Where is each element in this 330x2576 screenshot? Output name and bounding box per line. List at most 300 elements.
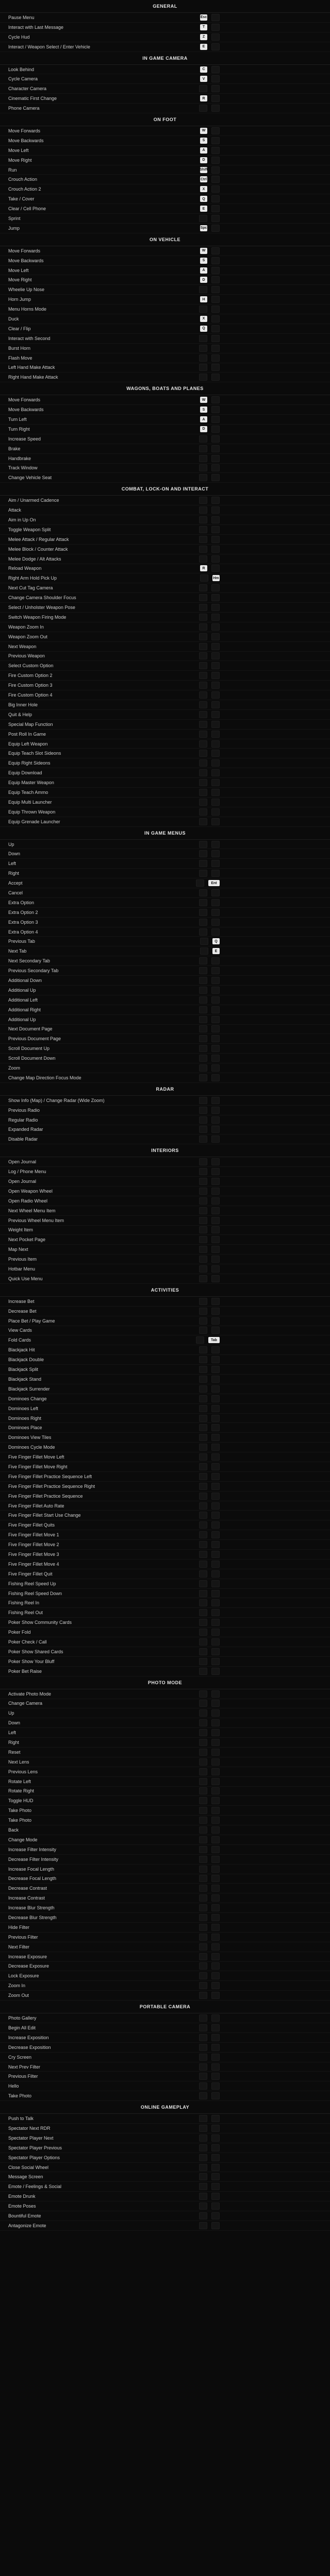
primary-key-slot[interactable] xyxy=(199,1045,207,1052)
primary-key-slot[interactable] xyxy=(199,555,207,563)
secondary-key-slot[interactable] xyxy=(211,1256,220,1263)
secondary-key-slot[interactable] xyxy=(211,1885,220,1892)
secondary-key-slot[interactable] xyxy=(211,546,220,553)
primary-key-slot[interactable] xyxy=(199,584,207,591)
primary-key-slot[interactable]: S xyxy=(200,258,207,264)
primary-key-slot[interactable] xyxy=(199,2115,207,2122)
primary-key-slot[interactable] xyxy=(196,1336,204,1344)
primary-key-slot[interactable] xyxy=(199,750,207,757)
secondary-key-slot[interactable] xyxy=(211,1356,220,1363)
primary-key-slot[interactable] xyxy=(199,860,207,867)
primary-key-slot[interactable] xyxy=(199,546,207,553)
secondary-key-slot[interactable] xyxy=(211,1197,220,1205)
primary-key-slot[interactable] xyxy=(199,1629,207,1636)
primary-key-slot[interactable] xyxy=(199,2144,207,2151)
secondary-key-slot[interactable] xyxy=(211,267,220,274)
primary-key-slot[interactable] xyxy=(199,1826,207,1834)
secondary-key-slot[interactable] xyxy=(211,2034,220,2041)
primary-key-slot[interactable] xyxy=(199,841,207,848)
secondary-key-slot[interactable] xyxy=(211,1493,220,1500)
secondary-key-slot[interactable] xyxy=(211,1006,220,1013)
primary-key-slot[interactable] xyxy=(199,1690,207,1698)
secondary-key-slot[interactable] xyxy=(211,1953,220,1960)
primary-key-slot[interactable] xyxy=(199,1236,207,1243)
primary-key-slot[interactable] xyxy=(199,1836,207,1843)
secondary-key-slot[interactable] xyxy=(211,672,220,679)
secondary-key-slot[interactable] xyxy=(211,296,220,303)
secondary-key-slot[interactable] xyxy=(211,1207,220,1214)
primary-key-slot[interactable] xyxy=(199,1107,207,1114)
primary-key-slot[interactable] xyxy=(199,779,207,786)
primary-key-slot[interactable] xyxy=(199,633,207,640)
secondary-key-slot[interactable] xyxy=(211,335,220,342)
primary-key-slot[interactable] xyxy=(199,1817,207,1824)
secondary-key-slot[interactable] xyxy=(211,536,220,543)
primary-key-slot[interactable] xyxy=(199,2125,207,2132)
secondary-key-slot[interactable] xyxy=(211,1275,220,1282)
secondary-key-slot[interactable] xyxy=(211,1658,220,1665)
primary-key-slot[interactable] xyxy=(199,345,207,352)
secondary-key-slot[interactable] xyxy=(211,1366,220,1373)
secondary-key-slot[interactable] xyxy=(211,1055,220,1062)
secondary-key-slot[interactable] xyxy=(211,750,220,757)
secondary-key-slot[interactable] xyxy=(211,1934,220,1941)
primary-key-slot[interactable]: S xyxy=(200,138,207,144)
primary-key-slot[interactable] xyxy=(199,1904,207,1911)
secondary-key-slot[interactable] xyxy=(211,1376,220,1383)
primary-key-slot[interactable] xyxy=(199,996,207,1004)
secondary-key-slot[interactable] xyxy=(211,1875,220,1882)
primary-key-slot[interactable] xyxy=(199,1580,207,1587)
primary-key-slot[interactable]: Z xyxy=(200,34,207,40)
primary-key-slot[interactable] xyxy=(199,1415,207,1422)
secondary-key-slot[interactable] xyxy=(211,1025,220,1032)
primary-key-slot[interactable] xyxy=(199,2034,207,2041)
secondary-key-slot[interactable] xyxy=(211,215,220,222)
secondary-key-slot[interactable] xyxy=(211,691,220,699)
primary-key-slot[interactable] xyxy=(199,1787,207,1794)
secondary-key-slot[interactable] xyxy=(211,1982,220,1989)
primary-key-slot[interactable] xyxy=(199,506,207,514)
secondary-key-slot[interactable] xyxy=(211,1158,220,1165)
secondary-key-slot[interactable] xyxy=(211,396,220,403)
secondary-key-slot[interactable] xyxy=(211,604,220,611)
primary-key-slot[interactable] xyxy=(199,1797,207,1804)
secondary-key-slot[interactable] xyxy=(211,2014,220,2022)
secondary-key-slot[interactable] xyxy=(211,789,220,796)
primary-key-slot[interactable] xyxy=(199,1953,207,1960)
secondary-key-slot[interactable] xyxy=(211,1346,220,1353)
primary-key-slot[interactable] xyxy=(199,1972,207,1979)
primary-key-slot[interactable] xyxy=(199,1570,207,1578)
primary-key-slot[interactable] xyxy=(199,1035,207,1042)
secondary-key-slot[interactable] xyxy=(211,928,220,936)
secondary-key-slot[interactable] xyxy=(211,1700,220,1707)
secondary-key-slot[interactable]: Hm xyxy=(212,575,220,581)
secondary-key-slot[interactable] xyxy=(211,2183,220,2190)
primary-key-slot[interactable] xyxy=(199,1074,207,1081)
secondary-key-slot[interactable] xyxy=(211,497,220,504)
secondary-key-slot[interactable] xyxy=(211,1580,220,1587)
primary-key-slot[interactable] xyxy=(199,1473,207,1480)
secondary-key-slot[interactable] xyxy=(211,137,220,144)
primary-key-slot[interactable] xyxy=(199,1709,207,1717)
secondary-key-slot[interactable] xyxy=(211,1415,220,1422)
secondary-key-slot[interactable] xyxy=(211,594,220,601)
secondary-key-slot[interactable] xyxy=(211,1719,220,1726)
secondary-key-slot[interactable] xyxy=(211,1064,220,1072)
primary-key-slot[interactable] xyxy=(199,1385,207,1393)
primary-key-slot[interactable] xyxy=(199,1055,207,1062)
primary-key-slot[interactable] xyxy=(199,740,207,748)
secondary-key-slot[interactable] xyxy=(211,24,220,31)
primary-key-slot[interactable]: T xyxy=(200,24,207,30)
primary-key-slot[interactable] xyxy=(199,2212,207,2219)
primary-key-slot[interactable] xyxy=(199,928,207,936)
secondary-key-slot[interactable] xyxy=(211,1317,220,1325)
secondary-key-slot[interactable] xyxy=(211,1502,220,1510)
secondary-key-slot[interactable] xyxy=(211,1531,220,1538)
primary-key-slot[interactable] xyxy=(199,1648,207,1655)
secondary-key-slot[interactable] xyxy=(211,416,220,423)
secondary-key-slot[interactable] xyxy=(211,1629,220,1636)
primary-key-slot[interactable] xyxy=(199,2082,207,2090)
secondary-key-slot[interactable] xyxy=(211,1856,220,1863)
primary-key-slot[interactable] xyxy=(199,731,207,738)
primary-key-slot[interactable]: X xyxy=(200,316,207,322)
primary-key-slot[interactable] xyxy=(199,2054,207,2061)
secondary-key-slot[interactable] xyxy=(211,2063,220,2071)
primary-key-slot[interactable]: W xyxy=(200,248,207,254)
primary-key-slot[interactable] xyxy=(199,1914,207,1921)
primary-key-slot[interactable] xyxy=(199,105,207,112)
secondary-key-slot[interactable] xyxy=(211,1638,220,1646)
secondary-key-slot[interactable] xyxy=(211,996,220,1004)
secondary-key-slot[interactable] xyxy=(211,1395,220,1402)
primary-key-slot[interactable] xyxy=(199,1016,207,1023)
primary-key-slot[interactable]: D xyxy=(200,157,207,163)
secondary-key-slot[interactable]: Tab xyxy=(208,1337,220,1343)
secondary-key-slot[interactable] xyxy=(211,701,220,708)
secondary-key-slot[interactable] xyxy=(211,315,220,323)
primary-key-slot[interactable] xyxy=(196,879,204,887)
primary-key-slot[interactable] xyxy=(199,1136,207,1143)
primary-key-slot[interactable] xyxy=(199,672,207,679)
primary-key-slot[interactable] xyxy=(199,2134,207,2142)
secondary-key-slot[interactable] xyxy=(211,1016,220,1023)
primary-key-slot[interactable] xyxy=(199,1894,207,1902)
secondary-key-slot[interactable] xyxy=(211,779,220,786)
primary-key-slot[interactable] xyxy=(199,2014,207,2022)
secondary-key-slot[interactable] xyxy=(211,205,220,212)
secondary-key-slot[interactable] xyxy=(211,799,220,806)
secondary-key-slot[interactable] xyxy=(211,919,220,926)
primary-key-slot[interactable] xyxy=(199,1846,207,1853)
primary-key-slot[interactable] xyxy=(199,1126,207,1133)
secondary-key-slot[interactable] xyxy=(211,1729,220,1736)
primary-key-slot[interactable] xyxy=(199,899,207,906)
secondary-key-slot[interactable] xyxy=(211,909,220,916)
primary-key-slot[interactable] xyxy=(199,374,207,381)
primary-key-slot[interactable] xyxy=(199,1453,207,1461)
secondary-key-slot[interactable] xyxy=(211,225,220,232)
primary-key-slot[interactable] xyxy=(199,1599,207,1606)
secondary-key-slot[interactable] xyxy=(211,2212,220,2219)
primary-key-slot[interactable] xyxy=(199,614,207,621)
secondary-key-slot[interactable] xyxy=(211,1768,220,1775)
primary-key-slot[interactable] xyxy=(199,1875,207,1882)
primary-key-slot[interactable] xyxy=(199,1866,207,1873)
primary-key-slot[interactable] xyxy=(199,1638,207,1646)
primary-key-slot[interactable] xyxy=(199,643,207,650)
secondary-key-slot[interactable] xyxy=(211,957,220,964)
primary-key-slot[interactable] xyxy=(199,1217,207,1224)
primary-key-slot[interactable] xyxy=(199,2044,207,2051)
primary-key-slot[interactable]: A xyxy=(200,416,207,422)
primary-key-slot[interactable]: H xyxy=(200,296,207,302)
primary-key-slot[interactable] xyxy=(199,497,207,504)
primary-key-slot[interactable] xyxy=(199,1006,207,1013)
secondary-key-slot[interactable] xyxy=(211,1709,220,1717)
primary-key-slot[interactable] xyxy=(199,1346,207,1353)
primary-key-slot[interactable] xyxy=(199,682,207,689)
primary-key-slot[interactable] xyxy=(199,1366,207,1373)
secondary-key-slot[interactable] xyxy=(211,769,220,776)
primary-key-slot[interactable] xyxy=(199,1739,207,1746)
primary-key-slot[interactable] xyxy=(199,909,207,916)
primary-key-slot[interactable] xyxy=(199,2222,207,2229)
primary-key-slot[interactable] xyxy=(199,1531,207,1538)
primary-key-slot[interactable]: C xyxy=(200,66,207,73)
secondary-key-slot[interactable] xyxy=(211,1599,220,1606)
secondary-key-slot[interactable] xyxy=(211,1236,220,1243)
secondary-key-slot[interactable] xyxy=(211,286,220,293)
secondary-key-slot[interactable] xyxy=(211,1246,220,1253)
primary-key-slot[interactable] xyxy=(199,1700,207,1707)
secondary-key-slot[interactable] xyxy=(211,14,220,21)
secondary-key-slot[interactable] xyxy=(211,899,220,906)
secondary-key-slot[interactable] xyxy=(211,195,220,202)
primary-key-slot[interactable]: V xyxy=(200,76,207,82)
primary-key-slot[interactable] xyxy=(199,435,207,443)
secondary-key-slot[interactable] xyxy=(211,354,220,362)
secondary-key-slot[interactable] xyxy=(211,818,220,825)
primary-key-slot[interactable] xyxy=(199,1982,207,1989)
secondary-key-slot[interactable] xyxy=(211,435,220,443)
primary-key-slot[interactable] xyxy=(200,947,208,955)
primary-key-slot[interactable] xyxy=(199,1116,207,1124)
secondary-key-slot[interactable] xyxy=(211,1758,220,1766)
secondary-key-slot[interactable] xyxy=(211,2024,220,2031)
primary-key-slot[interactable] xyxy=(199,1097,207,1104)
primary-key-slot[interactable] xyxy=(199,1197,207,1205)
secondary-key-slot[interactable] xyxy=(211,147,220,154)
secondary-key-slot[interactable] xyxy=(211,95,220,102)
secondary-key-slot[interactable] xyxy=(211,2134,220,2142)
primary-key-slot[interactable] xyxy=(199,967,207,974)
secondary-key-slot[interactable] xyxy=(211,364,220,371)
secondary-key-slot[interactable] xyxy=(211,406,220,413)
primary-key-slot[interactable] xyxy=(199,1719,207,1726)
secondary-key-slot[interactable] xyxy=(211,2173,220,2180)
primary-key-slot[interactable]: Ctrl xyxy=(200,176,207,182)
primary-key-slot[interactable] xyxy=(199,2063,207,2071)
secondary-key-slot[interactable] xyxy=(211,1914,220,1921)
primary-key-slot[interactable] xyxy=(199,1188,207,1195)
primary-key-slot[interactable] xyxy=(199,1025,207,1032)
primary-key-slot[interactable] xyxy=(199,1729,207,1736)
secondary-key-slot[interactable] xyxy=(211,1749,220,1756)
secondary-key-slot[interactable] xyxy=(211,85,220,92)
secondary-key-slot[interactable] xyxy=(211,1385,220,1393)
secondary-key-slot[interactable] xyxy=(211,555,220,563)
primary-key-slot[interactable] xyxy=(199,536,207,543)
secondary-key-slot[interactable] xyxy=(211,967,220,974)
primary-key-slot[interactable] xyxy=(199,455,207,462)
secondary-key-slot[interactable] xyxy=(211,1561,220,1568)
secondary-key-slot[interactable] xyxy=(211,176,220,183)
primary-key-slot[interactable] xyxy=(199,364,207,371)
secondary-key-slot[interactable] xyxy=(211,474,220,481)
primary-key-slot[interactable] xyxy=(199,850,207,857)
primary-key-slot[interactable] xyxy=(199,1327,207,1334)
secondary-key-slot[interactable] xyxy=(211,374,220,381)
secondary-key-slot[interactable] xyxy=(211,1778,220,1785)
primary-key-slot[interactable] xyxy=(199,1551,207,1558)
primary-key-slot[interactable] xyxy=(199,1768,207,1775)
secondary-key-slot[interactable] xyxy=(211,977,220,984)
secondary-key-slot[interactable] xyxy=(211,841,220,848)
secondary-key-slot[interactable] xyxy=(211,711,220,718)
primary-key-slot[interactable] xyxy=(199,2154,207,2161)
primary-key-slot[interactable] xyxy=(199,1246,207,1253)
secondary-key-slot[interactable] xyxy=(211,1217,220,1224)
primary-key-slot[interactable] xyxy=(199,286,207,293)
secondary-key-slot[interactable] xyxy=(211,2154,220,2161)
primary-key-slot[interactable] xyxy=(199,1502,207,1510)
primary-key-slot[interactable]: R xyxy=(200,95,207,101)
primary-key-slot[interactable]: Spc xyxy=(200,225,207,231)
primary-key-slot[interactable] xyxy=(199,1298,207,1305)
secondary-key-slot[interactable] xyxy=(211,185,220,193)
secondary-key-slot[interactable] xyxy=(211,1551,220,1558)
secondary-key-slot[interactable] xyxy=(211,1648,220,1655)
primary-key-slot[interactable] xyxy=(199,1778,207,1785)
secondary-key-slot[interactable] xyxy=(211,2125,220,2132)
primary-key-slot[interactable] xyxy=(199,1463,207,1470)
primary-key-slot[interactable] xyxy=(199,1493,207,1500)
secondary-key-slot[interactable] xyxy=(211,1826,220,1834)
secondary-key-slot[interactable] xyxy=(211,2222,220,2229)
secondary-key-slot[interactable] xyxy=(211,1473,220,1480)
secondary-key-slot[interactable] xyxy=(211,1483,220,1490)
secondary-key-slot[interactable] xyxy=(211,75,220,82)
secondary-key-slot[interactable] xyxy=(211,1107,220,1114)
secondary-key-slot[interactable] xyxy=(211,2115,220,2122)
secondary-key-slot[interactable] xyxy=(211,257,220,264)
primary-key-slot[interactable] xyxy=(199,1934,207,1941)
primary-key-slot[interactable]: A xyxy=(200,147,207,154)
secondary-key-slot[interactable] xyxy=(211,1904,220,1911)
primary-key-slot[interactable] xyxy=(200,574,208,582)
secondary-key-slot[interactable] xyxy=(211,1178,220,1185)
secondary-key-slot[interactable]: E xyxy=(212,948,220,954)
secondary-key-slot[interactable] xyxy=(211,1590,220,1597)
secondary-key-slot[interactable] xyxy=(211,2082,220,2090)
primary-key-slot[interactable] xyxy=(199,85,207,92)
primary-key-slot[interactable] xyxy=(199,1356,207,1363)
secondary-key-slot[interactable] xyxy=(211,127,220,134)
primary-key-slot[interactable] xyxy=(199,789,207,796)
primary-key-slot[interactable] xyxy=(199,1856,207,1863)
secondary-key-slot[interactable] xyxy=(211,1894,220,1902)
primary-key-slot[interactable] xyxy=(199,870,207,877)
secondary-key-slot[interactable] xyxy=(211,66,220,73)
secondary-key-slot[interactable] xyxy=(211,2092,220,2099)
primary-key-slot[interactable]: E xyxy=(200,44,207,50)
primary-key-slot[interactable] xyxy=(199,594,207,601)
primary-key-slot[interactable] xyxy=(199,1483,207,1490)
primary-key-slot[interactable] xyxy=(199,662,207,669)
primary-key-slot[interactable] xyxy=(199,1405,207,1412)
secondary-key-slot[interactable] xyxy=(211,1136,220,1143)
primary-key-slot[interactable] xyxy=(199,1590,207,1597)
primary-key-slot[interactable] xyxy=(199,1962,207,1970)
secondary-key-slot[interactable] xyxy=(211,1739,220,1746)
primary-key-slot[interactable] xyxy=(199,215,207,222)
primary-key-slot[interactable] xyxy=(199,464,207,471)
primary-key-slot[interactable] xyxy=(199,652,207,659)
secondary-key-slot[interactable] xyxy=(211,1453,220,1461)
primary-key-slot[interactable] xyxy=(199,919,207,926)
secondary-key-slot[interactable] xyxy=(211,1116,220,1124)
primary-key-slot[interactable] xyxy=(199,818,207,825)
secondary-key-slot[interactable] xyxy=(211,623,220,631)
secondary-key-slot[interactable] xyxy=(211,325,220,332)
secondary-key-slot[interactable] xyxy=(211,166,220,174)
primary-key-slot[interactable]: S xyxy=(200,406,207,413)
primary-key-slot[interactable] xyxy=(199,1308,207,1315)
primary-key-slot[interactable] xyxy=(199,1658,207,1665)
primary-key-slot[interactable] xyxy=(199,1807,207,1814)
primary-key-slot[interactable] xyxy=(199,1376,207,1383)
secondary-key-slot[interactable] xyxy=(211,2044,220,2051)
primary-key-slot[interactable] xyxy=(199,354,207,362)
secondary-key-slot[interactable] xyxy=(211,1434,220,1441)
secondary-key-slot[interactable] xyxy=(211,1817,220,1824)
secondary-key-slot[interactable] xyxy=(211,1126,220,1133)
primary-key-slot[interactable] xyxy=(199,1992,207,1999)
primary-key-slot[interactable] xyxy=(199,623,207,631)
primary-key-slot[interactable] xyxy=(199,1275,207,1282)
secondary-key-slot[interactable] xyxy=(211,455,220,462)
primary-key-slot[interactable] xyxy=(199,1924,207,1931)
secondary-key-slot[interactable] xyxy=(211,2164,220,2171)
secondary-key-slot[interactable] xyxy=(211,850,220,857)
primary-key-slot[interactable] xyxy=(199,1541,207,1548)
secondary-key-slot[interactable] xyxy=(211,247,220,255)
primary-key-slot[interactable] xyxy=(199,1521,207,1529)
primary-key-slot[interactable]: R xyxy=(200,565,207,571)
secondary-key-slot[interactable] xyxy=(211,740,220,748)
secondary-key-slot[interactable] xyxy=(211,1045,220,1052)
primary-key-slot[interactable] xyxy=(199,335,207,342)
secondary-key-slot[interactable] xyxy=(211,105,220,112)
secondary-key-slot[interactable] xyxy=(211,1463,220,1470)
secondary-key-slot[interactable] xyxy=(211,1424,220,1431)
primary-key-slot[interactable] xyxy=(199,2173,207,2180)
primary-key-slot[interactable] xyxy=(199,1395,207,1402)
